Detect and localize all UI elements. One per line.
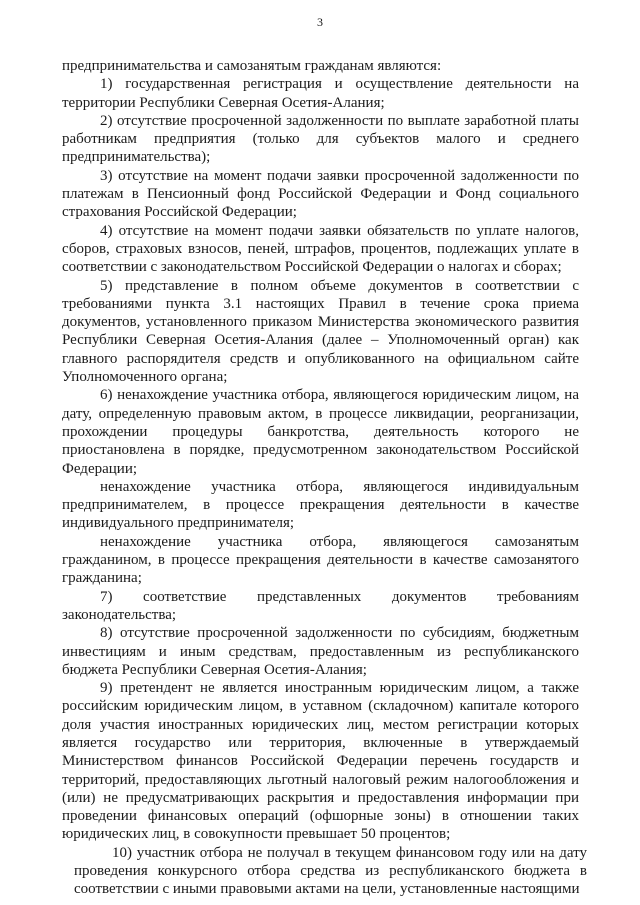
paragraph-item-5: 5) представление в полном объеме документов в соответствии с требованиями пункта 3.1 настоящих Правил в течение срока приема документов, установленного приказом Министерства экономического развития Республики Северная Осетия-Алания (далее – Уполномоченный орган) как главного распорядителя средств и опубликованного на официальном сайте Уполномоченного органа; xyxy=(62,277,579,386)
paragraph-item-4: 4) отсутствие на момент подачи заявки обязательств по уплате налогов, сборов, страховых взносов, пеней, штрафов, процентов, подлежащих уплате в соответствии с законодательством Российской Федерации о налогах и сборах; xyxy=(62,222,579,276)
paragraph-item-10: 10) участник отбора не получал в текущем финансовом году или на дату проведения конкурсного отбора средства из республиканского бюджета в соответствии с иными правовыми актами на цели, установленные настоящими xyxy=(74,844,587,898)
paragraph-item-2: 2) отсутствие просроченной задолженности по выплате заработной платы работникам предприятия (только для субъектов малого и среднего предпринимательства); xyxy=(62,112,579,166)
paragraph-item-1: 1) государственная регистрация и осуществление деятельности на территории Республики Северная Осетия-Алания; xyxy=(62,76,579,111)
paragraph-item-6: 6) ненахождение участника отбора, являющегося юридическим лицом, на дату, определенную правовым актом, в процессе ликвидации, реорганизации, прохождении процедуры банкротства, деятельность которого не приостановлена в порядке, предусмотренном законодательством Российской Федерации; xyxy=(62,387,579,477)
paragraph-item-7: 7) соответствие представленных документов требованиям законодательства; xyxy=(62,588,579,623)
paragraph-item-8: 8) отсутствие просроченной задолженности по субсидиям, бюджетным инвестициям и иным средствам, предоставленным из республиканского бюджета Республики Северная Осетия-Алания; xyxy=(62,625,579,678)
page-number: 3 xyxy=(317,15,323,29)
paragraph-item-6-selfemployed: ненахождение участника отбора, являющегося самозанятым гражданином, в процессе прекращения деятельности в качестве самозанятого гражданина; xyxy=(62,533,579,587)
paragraph-item-9: 9) претендент не является иностранным юридическим лицом, а также российским юридическим лицом, в уставном (складочном) капитале которого доля участия иностранных юридических лиц, местом регистрации которых является государство или территория, включенные в утверждаемый Министерством финансов Российской Федерации перечень государств и территорий, предоставляющих льготный налоговый режим налогообложения и (или) не предусматривающих раскрытия и предоставления информации при проведении финансовых операций (офшорные зоны) в отношении таких юридических лиц, в совокупности превышает 50 процентов; xyxy=(62,680,579,843)
paragraph-item-3: 3) отсутствие на момент подачи заявки просроченной задолженности по платежам в Пенсионный фонд Российской Федерации и Фонд социального страхования Российской Федерации; xyxy=(62,167,579,221)
document-body xyxy=(62,57,587,899)
paragraph-intro: предпринимательства и самозанятым гражданам являются: xyxy=(62,58,442,74)
paragraph-item-6-entrepreneur: ненахождение участника отбора, являющегося индивидуальным предпринимателем, в процессе прекращения деятельности в качестве индивидуального предпринимателя; xyxy=(62,478,579,532)
